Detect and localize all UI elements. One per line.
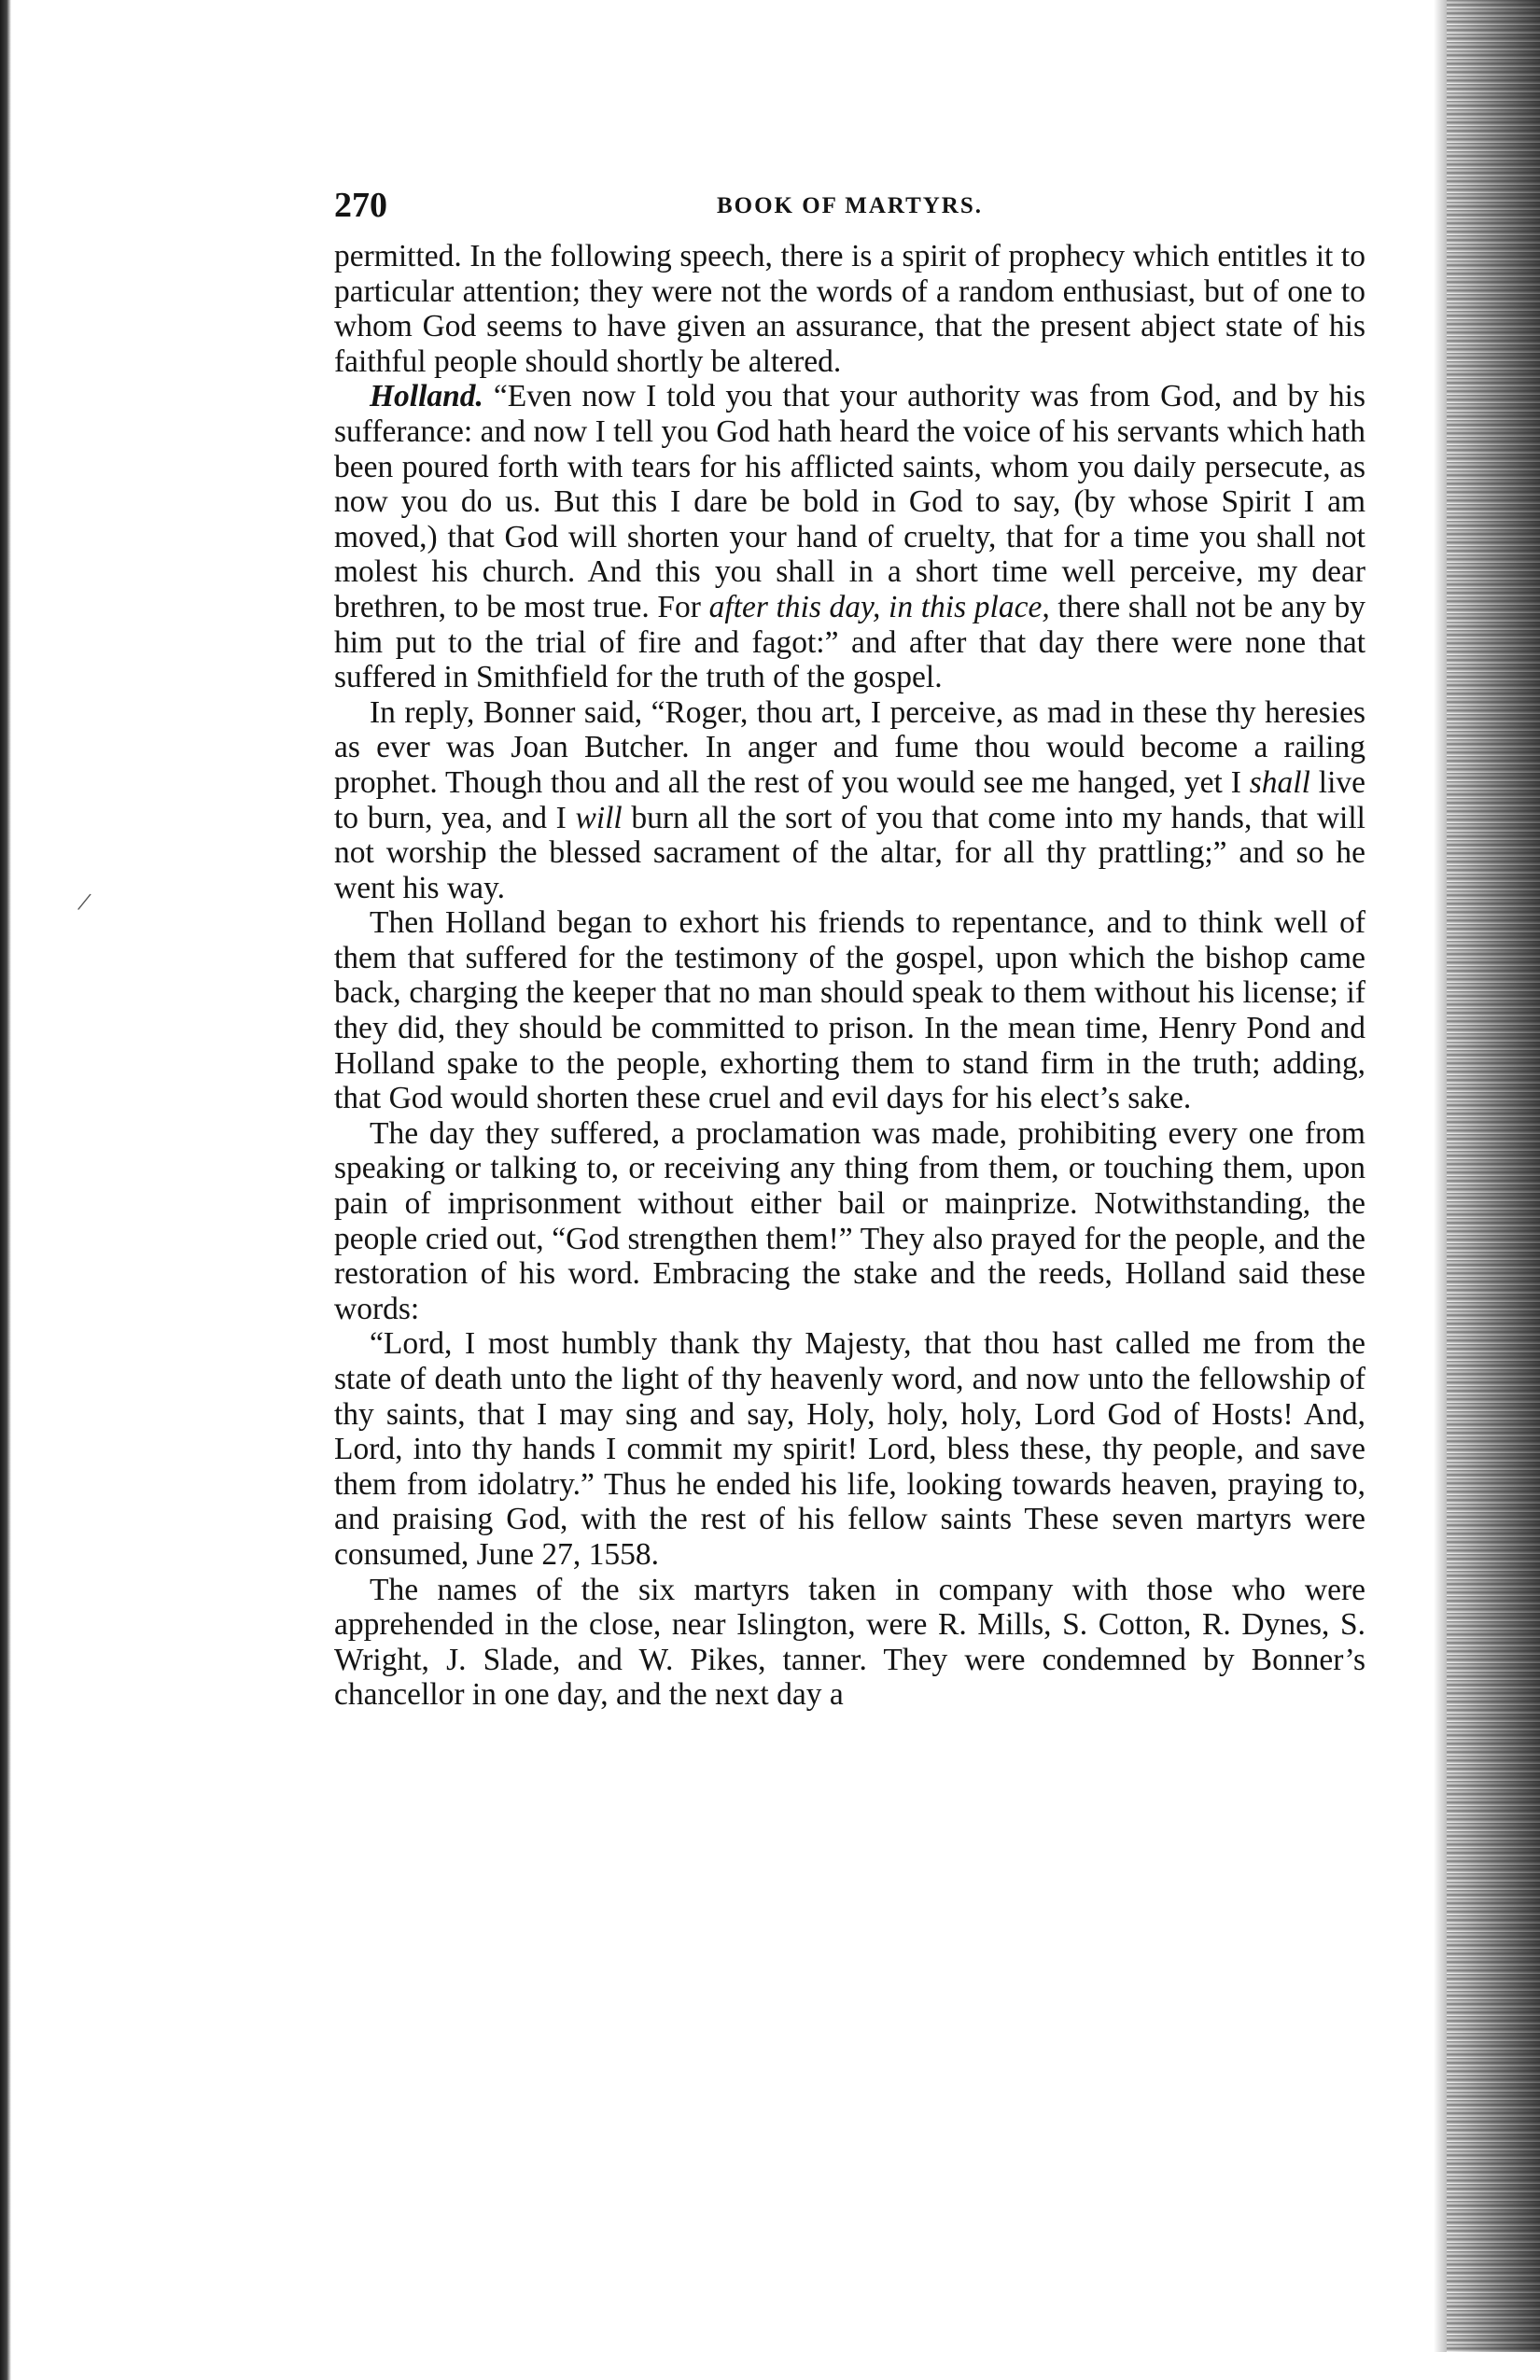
book-gutter-shadow: [0, 0, 11, 2380]
paragraph-2-text-b: there shall not be any by him put to the trial of fire and fagot:” and after that day there were none that suffered in Smithfield for the truth of the gospel.: [334, 589, 1365, 695]
paragraph-3-text-a: In reply, Bonner said, “Roger, thou art, I perceive, as mad in these thy heresies as ever was Joan Butcher. In anger and fume thou would become a railing prophet. Though thou and all the rest of you would see me hanged, yet I: [334, 694, 1365, 800]
page-text-block: [334, 183, 1365, 1713]
speaker-name: Holland.: [370, 379, 483, 414]
paragraph-3-text-b: live to burn, yea, and I: [334, 764, 1366, 835]
paragraph-7: The names of the six martyrs taken in company with those who were apprehended in the close, near Islington, were R. Mills, S. Cotton, R. Dynes, S. Wright, J. Slade, and W. Pikes, tanner. They were condemned by Bonner’s chancellor in one day, and the next day a: [334, 1572, 1365, 1713]
page-edge-shadow: [1434, 0, 1447, 2352]
running-title: BOOK OF MARTYRS.: [716, 193, 984, 218]
paragraph-2: [334, 379, 1365, 694]
paragraph-3-emphasis-shall: shall: [1249, 764, 1310, 800]
paragraph-3-emphasis-will: will: [575, 800, 623, 835]
running-head: [334, 183, 1365, 239]
paragraph-2-emphasis: after this day, in this place,: [708, 589, 1050, 624]
margin-pencil-mark: /: [75, 886, 93, 918]
paragraph-1: permitted. In the following speech, there is a spirit of prophecy which entitles it to particular attention; they were not the words of a random enthusiast, but of one to whom God seems to have given an assurance, that the present abject state of his faithful people should shortly be altered.: [334, 239, 1365, 379]
paragraph-4: Then Holland began to exhort his friends to repentance, and to think well of them that suffered for the testimony of the gospel, upon which the bishop came back, charging the keeper that no man should speak to them without his license; if they did, they should be committed to prison. In the mean time, Henry Pond and Holland spake to the people, exhorting them to stand firm in the truth; adding, that God would shorten these cruel and evil days for his elect’s sake.: [334, 905, 1365, 1116]
page-number: 270: [334, 186, 387, 225]
paragraph-6: “Lord, I most humbly thank thy Majesty, that thou hast called me from the state of death unto the light of thy heavenly word, and now unto the fellowship of thy saints, that I may sing and say, Holy, holy, holy, Lord God of Hosts! And, Lord, into thy hands I commit my spirit! Lord, bless these, thy people, and save them from idolatry.” Thus he ended his life, looking towards heaven, praying to, and praising God, with the rest of his fellow saints These seven martyrs were consumed, June 27, 1558.: [334, 1326, 1365, 1572]
paragraph-5: The day they suffered, a proclamation was made, prohibiting every one from speaking or talking to, or receiving any thing from them, or touching them, upon pain of imprisonment without either bail or mainprize. Notwithstanding, the people cried out, “God strengthen them!” They also prayed for the people, and the restoration of his word. Embracing the stake and the reeds, Holland said these words:: [334, 1115, 1365, 1326]
paragraph-3: [334, 695, 1365, 906]
paragraph-3-text-c: burn all the sort of you that come into my hands, that will not worship the blessed sacrament of the altar, for all thy prattling;” and so he went his way.: [334, 800, 1365, 905]
paragraph-2-text-a: “Even now I told you that your authority was from God, and by his sufferance: and now I tell you God hath heard the voice of his servants which hath been poured forth with tears for his afflicted saints, whom you daily persecute, as now you do us. But this I dare be bold in God to say, (by whose Spirit I am moved,) that God will shorten your hand of cruelty, that for a time you shall not molest his church. And this you shall in a short time well perceive, my dear brethren, to be most true. For: [334, 379, 1365, 624]
book-fore-edge: [1447, 0, 1540, 2352]
